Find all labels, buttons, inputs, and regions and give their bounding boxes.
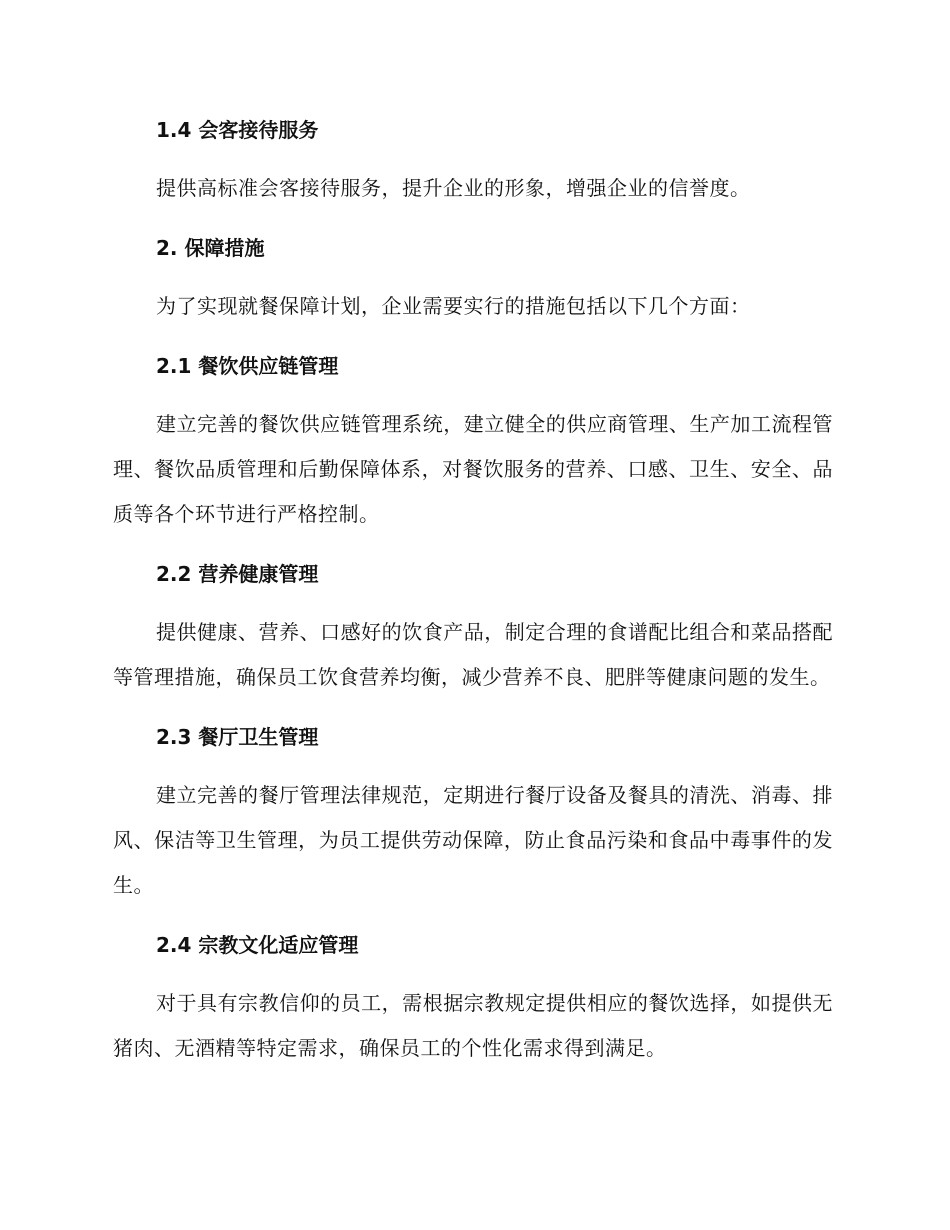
section-paragraph: 建立完善的餐厅管理法律规范，定期进行餐厅设备及餐具的清洗、消毒、排风、保洁等卫生管理，为员工提供劳动保障，防止食品污染和食品中毒事件的发生。	[113, 783, 833, 897]
section-heading: 2.4 宗教文化适应管理	[156, 933, 359, 957]
section-heading: 1.4 会客接待服务	[156, 118, 319, 142]
section-heading: 2.2 营养健康管理	[156, 562, 319, 586]
document-content	[113, 110, 833, 1071]
section-heading: 2.1 餐饮供应链管理	[156, 354, 339, 378]
section-paragraph: 为了实现就餐保障计划，企业需要实行的措施包括以下几个方面：	[156, 294, 751, 318]
section-heading: 2.3 餐厅卫生管理	[156, 725, 319, 749]
section-paragraph: 建立完善的餐饮供应链管理系统，建立健全的供应商管理、生产加工流程管理、餐饮品质管理和后勤保障体系，对餐饮服务的营养、口感、卫生、安全、品质等各个环节进行严格控制。	[113, 412, 833, 526]
section-paragraph: 提供健康、营养、口感好的饮食产品，制定合理的食谱配比组合和菜品搭配等管理措施，确保员工饮食营养均衡，减少营养不良、肥胖等健康问题的发生。	[113, 620, 833, 689]
section-paragraph: 对于具有宗教信仰的员工，需根据宗教规定提供相应的餐饮选择，如提供无猪肉、无酒精等特定需求，确保员工的个性化需求得到满足。	[113, 991, 833, 1060]
section-heading: 2. 保障措施	[156, 236, 265, 260]
section-paragraph: 提供高标准会客接待服务，提升企业的形象，增强企业的信誉度。	[156, 176, 751, 200]
